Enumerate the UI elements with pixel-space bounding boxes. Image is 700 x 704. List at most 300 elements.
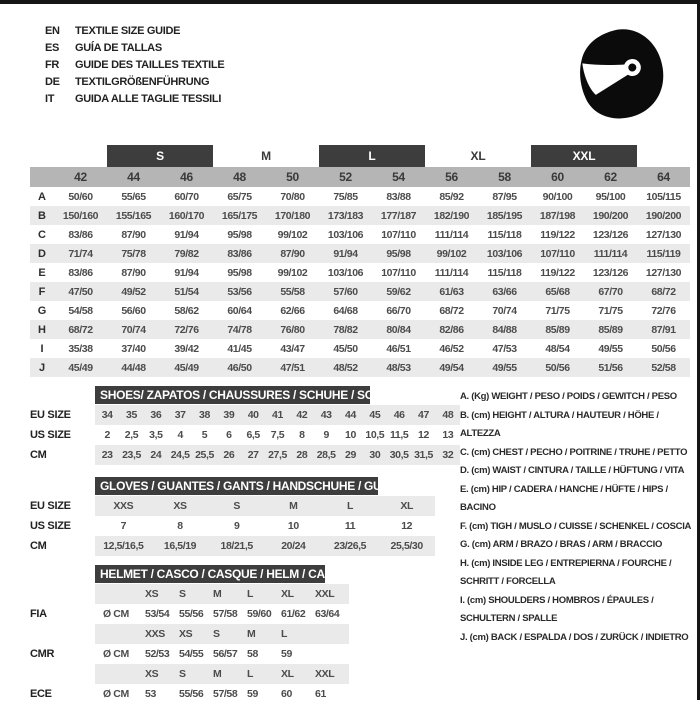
table-cell: 105/115	[646, 190, 681, 203]
table-cell: 45/50	[333, 342, 358, 355]
table-cell: 24	[150, 449, 162, 461]
legend-item: F. (cm) TIGH / MUSLO / CUISSE / SCHENKEL / COSCIA	[460, 520, 692, 532]
table-cell: 53	[145, 688, 156, 700]
table-cell: 50/56	[651, 342, 676, 355]
table-cell: 91/94	[174, 266, 199, 279]
table-cell: 190/200	[645, 209, 682, 222]
table-cell: XXS	[113, 500, 134, 512]
size-header-cell: 44	[127, 170, 140, 184]
helmet-table-body	[30, 584, 460, 704]
table-row	[30, 516, 460, 536]
table-cell: 27	[247, 449, 259, 461]
table-cell: 2,5	[124, 429, 139, 441]
table-cell: 58	[247, 648, 258, 660]
table-cell: 111/114	[593, 247, 628, 260]
table-cell: 59/62	[386, 285, 411, 298]
table-cell: 99/102	[436, 247, 467, 260]
table-cell: 23,5	[122, 449, 141, 461]
row-label	[30, 624, 95, 644]
gutter	[30, 386, 95, 404]
table-row	[30, 536, 460, 556]
unit-cell: Ø CM	[103, 648, 129, 660]
table-cell: 11	[344, 520, 356, 532]
row-label: US SIZE	[30, 520, 71, 532]
standard-label: FIA	[30, 608, 47, 620]
table-cell: 43/47	[280, 342, 305, 355]
legend-item: I. (cm) SHOULDERS / HOMBROS / ÉPAULES / SCHULTERN / SPALLE	[460, 594, 654, 624]
table-cell: 72/76	[651, 304, 676, 317]
table-cell: 60/70	[174, 190, 199, 203]
row-label: EU SIZE	[30, 500, 71, 512]
table-cell: 70/74	[121, 323, 146, 336]
table-cell: 70/74	[492, 304, 517, 317]
table-cell: 177/187	[380, 209, 417, 222]
table-cell: 48/52	[333, 361, 358, 374]
size-header-cell: 52	[339, 170, 352, 184]
helmet-size-row	[30, 584, 460, 604]
language-row	[45, 56, 224, 73]
table-cell: 165/175	[221, 209, 258, 222]
table-row	[30, 187, 690, 206]
size-header-cell: 58	[498, 170, 511, 184]
table-cell: 95/100	[595, 190, 626, 203]
table-row	[30, 282, 690, 301]
size-header-cell: S	[179, 588, 186, 600]
table-cell: S	[233, 500, 240, 512]
helmet-value-row	[30, 684, 460, 704]
size-header-cell: L	[247, 668, 254, 680]
table-cell: 52/58	[651, 361, 676, 374]
table-cell: 25,5	[195, 449, 214, 461]
helmet-table	[30, 565, 460, 704]
helmet-value-row	[30, 644, 460, 664]
size-header-cell: 56	[445, 170, 458, 184]
row-values	[95, 516, 435, 536]
table-cell: 28	[296, 449, 308, 461]
table-cell: 87/90	[121, 228, 146, 241]
table-cell: 78/82	[333, 323, 358, 336]
table-cell: 68/72	[68, 323, 93, 336]
row-values	[95, 425, 460, 445]
table-cell: 50/56	[545, 361, 570, 374]
table-row	[30, 425, 460, 445]
table-cell: 71/75	[598, 304, 623, 317]
table-cell: 119/122	[540, 266, 575, 279]
table-cell: 115/118	[487, 228, 522, 241]
table-cell: 47/53	[492, 342, 517, 355]
gutter	[30, 477, 95, 495]
table-cell: 56/57	[213, 648, 238, 660]
size-header-cell: S	[213, 628, 220, 640]
legend-item: J. (cm) BACK / ESPALDA / DOS / ZURÜCK / INDIETRO	[460, 631, 689, 643]
table-cell: 32	[442, 449, 454, 461]
table-cell: 52/53	[145, 648, 170, 660]
unit-cell: Ø CM	[103, 608, 129, 620]
table-row	[30, 339, 690, 358]
table-cell: 79/82	[174, 247, 199, 260]
table-cell: 7,5	[270, 429, 285, 441]
table-cell: 187/198	[539, 209, 576, 222]
table-cell: 71/75	[545, 304, 570, 317]
language-title-list	[45, 22, 224, 107]
size-header-cell: 46	[180, 170, 193, 184]
table-row	[30, 244, 690, 263]
legend-item: C. (cm) CHEST / PECHO / POITRINE / TRUHE / PETTO	[460, 446, 688, 458]
row-letter: J	[38, 361, 46, 374]
row-letter: D	[38, 247, 46, 260]
table-cell: 103/106	[327, 266, 364, 279]
size-header-cell: 54	[392, 170, 405, 184]
size-group-m: M	[261, 149, 271, 163]
top-border	[0, 0, 700, 4]
language-label: GUIDE DES TAILLES TEXTILE	[75, 58, 225, 71]
table-cell: 68/72	[439, 304, 464, 317]
table-cell: 37	[174, 409, 186, 421]
row-values	[95, 664, 349, 684]
table-cell: 74/78	[227, 323, 252, 336]
row-label: EU SIZE	[30, 409, 71, 421]
row-values	[95, 536, 435, 556]
language-code: DE	[45, 75, 60, 88]
table-row	[30, 206, 690, 225]
table-cell: 87/91	[651, 323, 676, 336]
table-cell: 10,5	[365, 429, 385, 441]
size-header-cell: M	[213, 588, 222, 600]
row-letter: I	[40, 342, 44, 355]
row-letter: G	[37, 304, 47, 317]
table-cell: 87/90	[121, 266, 146, 279]
table-cell: 55/58	[280, 285, 305, 298]
table-cell: 54/58	[68, 304, 93, 317]
table-cell: 107/110	[540, 247, 575, 260]
size-header-cell: 64	[657, 170, 670, 184]
legend-item: D. (cm) WAIST / CINTURA / TAILLE / HÜFTUNG / VITA	[460, 465, 685, 476]
table-cell: 23/26,5	[333, 540, 367, 552]
table-cell: 50/60	[68, 190, 93, 203]
table-cell: 53/56	[227, 285, 252, 298]
table-cell: 45/49	[174, 361, 199, 374]
table-cell: 63/64	[315, 608, 340, 620]
shoes-table-title: SHOES/ ZAPATOS / CHAUSSURES / SCHUHE / SCARPE	[95, 386, 370, 404]
size-group-row	[30, 145, 690, 167]
row-letter: H	[38, 323, 46, 336]
table-cell: 27,5	[268, 449, 287, 461]
table-cell: 57/58	[213, 688, 238, 700]
table-cell: 95/98	[227, 228, 252, 241]
table-cell: 43	[320, 409, 332, 421]
table-cell: 46/51	[386, 342, 411, 355]
language-row	[45, 90, 224, 107]
legend-item: G. (cm) ARM / BRAZO / BRAS / ARM / BRACCIO	[460, 539, 663, 550]
table-cell: 47	[418, 409, 429, 421]
table-cell: 57/60	[333, 285, 358, 298]
table-cell: 41	[272, 409, 283, 421]
helmet-size-row	[30, 664, 460, 684]
table-cell: 12	[401, 520, 413, 532]
table-cell: 5	[201, 429, 208, 441]
row-values	[95, 644, 349, 664]
row-values	[95, 445, 460, 465]
table-row	[30, 320, 690, 339]
table-cell: 90/100	[542, 190, 573, 203]
table-cell: 85/92	[439, 190, 464, 203]
row-letter: E	[38, 266, 46, 279]
table-cell: 190/200	[592, 209, 629, 222]
size-header-cell: XS	[179, 628, 193, 640]
table-cell: 45	[369, 409, 381, 421]
table-cell: 76/80	[280, 323, 305, 336]
size-header-cell: 42	[74, 170, 87, 184]
table-cell: 40	[247, 409, 259, 421]
size-header-cell: 48	[233, 170, 246, 184]
size-header-cell: M	[247, 628, 256, 640]
table-cell: 63/66	[492, 285, 517, 298]
table-row	[30, 405, 460, 425]
table-cell: 6,5	[246, 429, 260, 441]
language-row	[45, 39, 224, 56]
racing-helmet-icon	[572, 18, 672, 128]
row-values	[95, 496, 435, 516]
table-cell: 53/54	[145, 608, 170, 620]
size-header-cell: L	[247, 588, 254, 600]
table-cell: 18/21,5	[220, 540, 253, 552]
table-cell: 85/89	[545, 323, 570, 336]
row-label	[30, 664, 95, 684]
table-cell: 61	[315, 688, 326, 700]
row-values	[95, 624, 349, 644]
table-cell: 49/55	[598, 342, 623, 355]
table-cell: 87/95	[492, 190, 517, 203]
table-cell: 46/50	[227, 361, 252, 374]
table-cell: L	[346, 500, 353, 512]
size-header-cell: 60	[551, 170, 564, 184]
table-cell: 16,5/19	[163, 540, 197, 552]
legend-item: H. (cm) INSIDE LEG / ENTREPIERNA / FOURCHE / SCHRITT / FORCELLA	[460, 557, 672, 587]
table-cell: 7	[120, 520, 127, 532]
helmet-table-title: HELMET / CASCO / CASQUE / HELM / CASCO	[95, 565, 325, 583]
helmet-value-row	[30, 604, 460, 624]
table-cell: 173/183	[327, 209, 364, 222]
table-cell: 91/94	[174, 228, 199, 241]
table-cell: 55/56	[179, 608, 204, 620]
table-row	[30, 301, 690, 320]
table-cell: 8	[299, 429, 305, 441]
gutter	[30, 565, 95, 583]
table-cell: 107/110	[381, 228, 416, 241]
table-cell: 150/160	[62, 209, 99, 222]
table-cell: 51/54	[174, 285, 199, 298]
table-cell: 62/66	[280, 304, 305, 317]
table-cell: 42	[296, 409, 308, 421]
table-cell: 44/48	[121, 361, 146, 374]
language-label: GUÍA DE TALLAS	[75, 41, 162, 54]
table-cell: 3,5	[149, 429, 163, 441]
row-letter: A	[38, 190, 46, 203]
table-cell: 49/55	[492, 361, 517, 374]
table-cell: 182/190	[433, 209, 470, 222]
table-cell: 12	[418, 429, 429, 441]
gloves-table-title: GLOVES / GUANTES / GANTS / HANDSCHUHE / GUANTI	[95, 477, 378, 495]
table-cell: 48/53	[386, 361, 411, 374]
row-values	[95, 604, 349, 624]
table-cell: 64/68	[333, 304, 358, 317]
table-cell: 23	[101, 449, 113, 461]
table-cell: 68/72	[651, 285, 676, 298]
table-cell: 91/94	[333, 247, 358, 260]
size-header-cell: XS	[145, 588, 159, 600]
language-code: FR	[45, 58, 60, 71]
measurement-legend	[460, 388, 696, 647]
table-cell: 49/52	[121, 285, 146, 298]
main-size-table	[30, 145, 690, 377]
table-cell: 185/195	[486, 209, 523, 222]
table-cell: 35	[126, 409, 137, 421]
table-cell: 107/110	[381, 266, 416, 279]
table-cell: 2	[104, 429, 110, 441]
table-cell: 60	[281, 688, 292, 700]
table-cell: 155/165	[115, 209, 152, 222]
table-cell: 54/55	[179, 648, 204, 660]
table-cell: 48	[442, 409, 454, 421]
size-header-cell: XXL	[315, 668, 335, 680]
table-cell: 123/126	[592, 266, 629, 279]
size-group-l: L	[319, 145, 425, 167]
table-cell: 58/62	[174, 304, 199, 317]
row-values	[95, 684, 349, 704]
table-cell: 13	[442, 429, 454, 441]
table-cell: 48/54	[545, 342, 570, 355]
standard-label: CMR	[30, 648, 55, 660]
table-cell: 11,5	[390, 429, 409, 441]
table-cell: 87/90	[280, 247, 305, 260]
table-cell: 24,5	[170, 449, 190, 461]
table-cell: 47/51	[280, 361, 305, 374]
size-header-cell: XL	[281, 588, 294, 600]
table-cell: 61/63	[439, 285, 464, 298]
language-row	[45, 22, 224, 39]
size-header-cell: XL	[281, 668, 294, 680]
table-cell: 95/98	[227, 266, 252, 279]
gloves-table	[30, 477, 460, 556]
table-cell: 99/102	[277, 266, 308, 279]
unit-cell: Ø CM	[103, 688, 129, 700]
table-cell: 20/24	[281, 540, 306, 552]
table-cell: 66/70	[386, 304, 411, 317]
table-cell: 6	[226, 429, 232, 441]
table-row	[30, 445, 460, 465]
shoes-table-body	[30, 405, 460, 465]
legend-item: E. (cm) HIP / CADERA / HANCHE / HÜFTE / HIPS / BACINO	[460, 483, 668, 513]
row-label	[30, 584, 95, 604]
table-cell: 59	[247, 688, 258, 700]
table-cell: 127/130	[645, 266, 682, 279]
table-cell: 111/114	[434, 228, 469, 241]
standard-label: ECE	[30, 688, 52, 700]
table-cell: 70/80	[280, 190, 305, 203]
table-row	[30, 225, 690, 244]
row-label: CM	[30, 540, 47, 552]
table-cell: 36	[150, 409, 162, 421]
table-cell: 72/76	[174, 323, 199, 336]
table-cell: 28,5	[316, 449, 336, 461]
table-cell: 37/40	[121, 342, 146, 355]
table-cell: 84/88	[492, 323, 517, 336]
table-cell: 38	[199, 409, 210, 421]
table-cell: 12,5/16,5	[103, 540, 144, 552]
size-header-cell: 50	[286, 170, 299, 184]
table-cell: 39	[223, 409, 235, 421]
table-cell: 56/60	[121, 304, 146, 317]
language-label: GUIDA ALLE TAGLIE TESSILI	[75, 92, 222, 105]
language-label: TEXTILE SIZE GUIDE	[75, 24, 181, 37]
table-cell: 75/78	[121, 247, 146, 260]
table-cell: 59	[281, 648, 292, 660]
table-cell: 61/62	[281, 608, 306, 620]
table-cell: 9	[233, 520, 240, 532]
table-cell: 31,5	[414, 449, 433, 461]
table-cell: 8	[177, 520, 183, 532]
corner-cell	[30, 167, 54, 187]
table-cell: 65/68	[545, 285, 570, 298]
table-cell: 85/89	[598, 323, 623, 336]
row-letter: F	[38, 285, 46, 298]
table-cell: 95/98	[386, 247, 411, 260]
language-row	[45, 73, 224, 90]
table-row	[30, 263, 690, 282]
size-group-xxl: XXL	[531, 145, 637, 167]
table-cell: 82/86	[439, 323, 464, 336]
table-cell: 103/106	[486, 247, 523, 260]
language-code: IT	[45, 92, 55, 105]
table-cell: 111/114	[434, 266, 469, 279]
table-cell: 170/180	[274, 209, 311, 222]
gloves-table-body	[30, 496, 460, 556]
language-code: ES	[45, 41, 60, 54]
table-cell: 83/86	[68, 266, 93, 279]
table-cell: 9	[323, 429, 329, 441]
table-cell: 34	[101, 409, 113, 421]
table-cell: 83/86	[68, 228, 93, 241]
table-row	[30, 496, 460, 516]
table-cell: 127/130	[645, 228, 682, 241]
table-cell: 59/60	[247, 608, 272, 620]
numeric-size-row	[30, 167, 690, 187]
table-cell: 75/85	[333, 190, 358, 203]
table-cell: 103/106	[327, 228, 364, 241]
table-cell: M	[289, 500, 298, 512]
table-cell: 83/88	[386, 190, 411, 203]
size-header-cell: S	[179, 668, 186, 680]
table-cell: 55/56	[179, 688, 204, 700]
table-cell: 119/122	[540, 228, 575, 241]
table-cell: XS	[173, 500, 187, 512]
language-code: EN	[45, 24, 60, 37]
table-cell: 51/56	[598, 361, 623, 374]
table-cell: 55/65	[121, 190, 146, 203]
row-values	[95, 405, 460, 425]
table-cell: 80/84	[386, 323, 411, 336]
table-cell: 71/74	[68, 247, 93, 260]
row-values	[95, 584, 349, 604]
language-label: TEXTILGRÖßENFÜHRUNG	[75, 75, 210, 88]
size-header-cell: M	[213, 668, 222, 680]
table-cell: 30	[369, 449, 381, 461]
table-cell: 44	[345, 409, 356, 421]
table-row	[30, 358, 690, 377]
table-cell: 45/49	[68, 361, 93, 374]
size-header-cell: XXS	[145, 628, 165, 640]
row-letter: C	[38, 228, 46, 241]
